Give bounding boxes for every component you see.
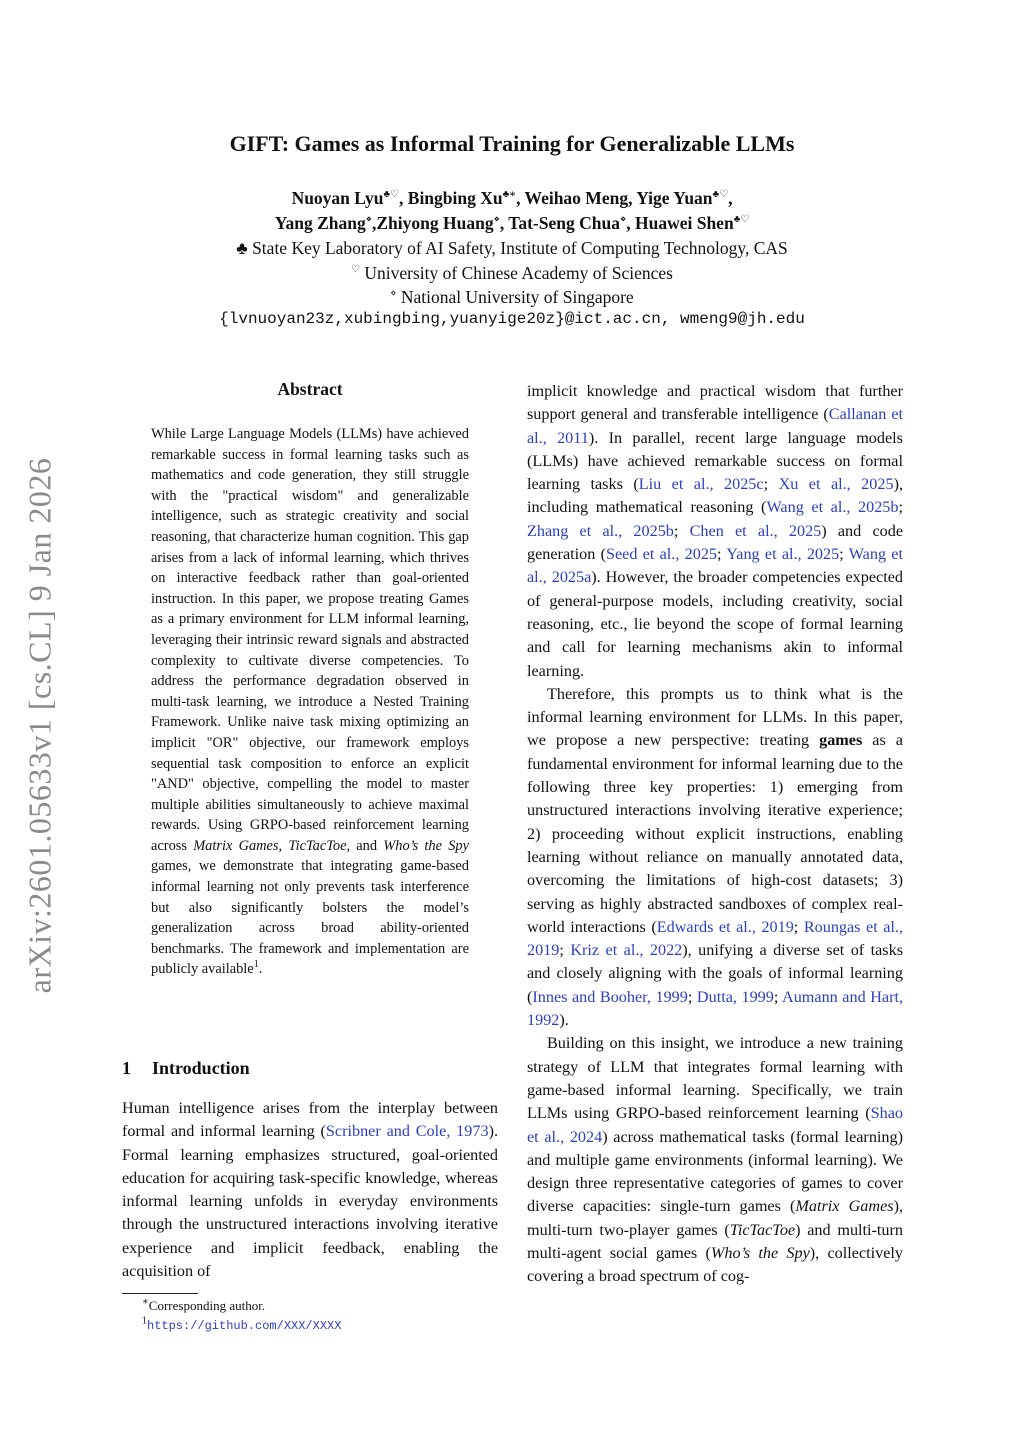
emphasis: games (819, 731, 863, 750)
citation-link[interactable]: Innes and Booher, 1999 (532, 987, 688, 1006)
footnote-text: Corresponding author. (148, 1298, 266, 1313)
footnote-url (142, 1316, 502, 1335)
text-run: ), unifying a diverse set of tasks and closely aligning with the goals of informal learning ( (527, 941, 903, 1006)
affiliation-text: State Key Laboratory of AI Safety, Institute of Computing Technology, CAS (252, 238, 788, 258)
author-name: Nuoyan Lyu (291, 188, 384, 208)
author-name: Bingbing Xu (407, 188, 503, 208)
text-run: Therefore, this prompts us to think what is the informal learning environment for LLMs. In this paper, we propose a new perspective: treating (527, 684, 903, 750)
affiliation-list (0, 236, 1024, 310)
text-run: ) and code generation ( (527, 521, 904, 564)
citation-link[interactable]: Chen et al., 2025 (689, 521, 822, 540)
game-name: Who’s the Spy (383, 837, 469, 854)
abstract-heading: Abstract (277, 379, 343, 399)
section-title: Introduction (152, 1058, 250, 1078)
citation-link[interactable]: Roungas et al., 2019 (527, 917, 903, 960)
citation-link[interactable]: Shao et al., 2024 (527, 1104, 903, 1146)
author-name: Weihao Meng (524, 188, 629, 208)
author-line-2: Yang Zhang⋄,Zhiyong Huang⋄, Tat-Seng Chua⋄, Huawei Shen♣♡ (274, 213, 750, 233)
intro-paragraph-1 (122, 1097, 498, 1283)
citation-link[interactable]: Seed et al., 2025 (605, 545, 718, 564)
citation-link[interactable]: Wang et al., 2025b (766, 498, 899, 517)
text-run: ; (559, 941, 571, 960)
affiliation (0, 261, 1024, 286)
citation-link[interactable]: Aumann and Hart, 1992 (527, 987, 904, 1030)
text-run: ). (559, 1011, 569, 1030)
intro-paragraph-3 (527, 1032, 903, 1288)
text-run: ; (763, 475, 779, 494)
abstract-part: , (278, 837, 289, 854)
affiliation (0, 236, 1024, 261)
game-name: Matrix Games (193, 837, 279, 854)
author-affil-mark: ♣♡ (383, 189, 400, 201)
right-column (527, 380, 903, 1289)
abstract-part: , and (346, 837, 384, 854)
text-run: ; (773, 987, 783, 1006)
footnote-mark: 1 (142, 1315, 147, 1327)
game-name: TicTacToe (729, 1220, 796, 1239)
game-name: TicTacToe (288, 837, 347, 854)
citation-link[interactable]: Scribner and Cole, 1973 (325, 1122, 489, 1141)
author-name: Yige Yuan (636, 188, 713, 208)
text-run: ; (717, 545, 727, 564)
citation-link[interactable]: Kriz et al., 2022 (570, 941, 683, 960)
intro-paragraph-2 (527, 683, 903, 1032)
author-affil-mark: ⋄ (365, 214, 372, 226)
text-run: ), collectively covering a broad spectrum of cog- (527, 1243, 903, 1286)
affiliation-text: National University of Singapore (400, 287, 634, 307)
paper-title: GIFT: Games as Informal Training for Generalizable LLMs (229, 131, 795, 156)
github-link[interactable]: https://github.com/XXX/XXXX (147, 1319, 342, 1333)
text-run: Human intelligence arises from the interplay between formal and informal learning ( (122, 1099, 498, 1141)
section-number: 1 (122, 1058, 131, 1078)
author-affil-mark: ⋄ (493, 214, 500, 226)
author-affil-mark: ♣∗ (502, 189, 517, 201)
author-name: Zhiyong Huang (376, 213, 494, 233)
heart-icon: ♡ (351, 263, 360, 275)
citation-link[interactable]: Callanan et al., 2011 (527, 405, 903, 447)
author-name: Huawei Shen (634, 213, 734, 233)
diamond-icon: ⋄ (390, 288, 397, 300)
author-affil-mark: ♣♡ (712, 189, 729, 201)
affiliation (0, 285, 1024, 310)
footnote-mark: ∗ (142, 1296, 149, 1308)
footnote-ref[interactable]: 1 (253, 959, 259, 971)
abstract-text (151, 424, 469, 980)
author-affil-mark: ♣♡ (733, 214, 750, 226)
abstract-part: . (258, 961, 263, 978)
citation-link[interactable]: Wang et al., 2025a (527, 545, 903, 587)
text-run: as a fundamental environment for informal learning due to the following three key properties: 1) emerging from unstructured interactions involving iterative experience; 2) proceeding without explicit instructions, enabling learning without reliance on manually annotated data, overcoming the limitations of high-cost datasets; 3) serving as highly abstracted sandboxes of complex real-world interactions ( (527, 731, 903, 936)
text-run: Building on this insight, we introduce a new training strategy of LLM that integrates formal learning with game-based informal learning. Specifically, we train LLMs using GRPO-based reinforcement learning ( (527, 1034, 903, 1123)
text-run: ). However, the broader competencies expected of general-purpose models, including creativity, social reasoning, etc., lie beyond the scope of formal learning and call for learning mechanisms akin to informal learning. (527, 568, 903, 680)
text-run: ; (839, 545, 849, 564)
footnote-corresponding (142, 1297, 502, 1315)
text-run: ; (898, 498, 903, 517)
abstract-part: While Large Language Models (LLMs) have achieved remarkable success in formal learning tasks such as mathematics and code generation, they still struggle with the "practical wisdom" and generalizable intelligence, such as strategic creativity and social reasoning, that characterize human cognition. This gap arises from a lack of informal learning, which thrives on interactive feedback rather than goal-oriented instruction. In this paper, we propose treating Games as a primary environment for LLM informal learning, leveraging their intrinsic reward signals and abstracted complexity to cultivate diverse competencies. To address the performance degradation observed in multi-task learning, we introduce a Nested Training Framework. Unlike naive task mixing optimizing an implicit "OR" objective, our framework employs sequential task composition to enforce an explicit "AND" objective, compelling the model to master multiple abilities simultaneously to achieve maximal rewards. Using GRPO-based reinforcement learning across (151, 426, 469, 854)
citation-link[interactable]: Xu et al., 2025 (778, 475, 894, 494)
footnote-divider (122, 1293, 198, 1294)
affiliation-text: University of Chinese Academy of Sciences (364, 262, 673, 283)
text-run: ) and multi-turn multi-agent social games ( (527, 1220, 903, 1262)
abstract-part: games, we demonstrate that integrating game-based informal learning not only prevents task interference but also significantly bolsters the model’s generalization across broad ability-oriented benchmarks. The framework and implementation are publicly available (151, 858, 469, 978)
text-run: ; (793, 917, 804, 936)
citation-link[interactable]: Yang et al., 2025 (726, 545, 840, 564)
game-name: Matrix Games (795, 1197, 894, 1216)
text-run: ; (673, 521, 690, 540)
game-name: Who’s the Spy (710, 1243, 810, 1262)
author-emails: {lvnuoyan23z,xubingbing,yuanyige20z}@ict.ac.cn, wmeng9@jh.edu (219, 310, 805, 328)
author-name: Tat-Seng Chua (508, 213, 620, 233)
intro-paragraph-1-cont (527, 380, 903, 683)
author-line-1: Nuoyan Lyu♣♡, Bingbing Xu♣∗, Weihao Meng, Yige Yuan♣♡, (291, 188, 733, 208)
section-heading-introduction (122, 1058, 502, 1079)
club-icon: ♣ (236, 238, 248, 258)
text-run: ). Formal learning emphasizes structured, goal-oriented education for acquiring task-specific knowledge, whereas informal learning unfolds in everyday environments through the unstructured interactions involving iterative experience and implicit feedback, enabling the acquisition of (122, 1122, 498, 1281)
text-run: ), multi-turn two-player games ( (527, 1197, 903, 1239)
arxiv-sidebar-stamp (10, 435, 70, 1015)
text-run: implicit knowledge and practical wisdom that further support general and transferable intelligence ( (527, 382, 903, 424)
citation-link[interactable]: Liu et al., 2025c (638, 475, 764, 494)
text-run: ; (687, 987, 697, 1006)
text-run: ) across mathematical tasks (formal learning) and multiple game environments (informal learning). We design three representative categories of games to cover diverse capacities: single-turn games ( (527, 1127, 903, 1216)
author-affil-mark: ⋄ (619, 214, 627, 226)
arxiv-identifier: arXiv:2601.05633v1 [cs.CL] 9 Jan 2026 (21, 457, 58, 993)
citation-link[interactable]: Edwards et al., 2019 (656, 917, 794, 936)
citation-link[interactable]: Zhang et al., 2025b (527, 521, 674, 540)
author-list (0, 186, 1024, 236)
text-run: ), including mathematical reasoning ( (527, 475, 903, 517)
text-run: ). In parallel, recent large language models (LLMs) have achieved remarkable success on formal learning tasks ( (527, 428, 903, 494)
citation-link[interactable]: Dutta, 1999 (696, 987, 774, 1006)
author-name: Yang Zhang (274, 213, 366, 233)
